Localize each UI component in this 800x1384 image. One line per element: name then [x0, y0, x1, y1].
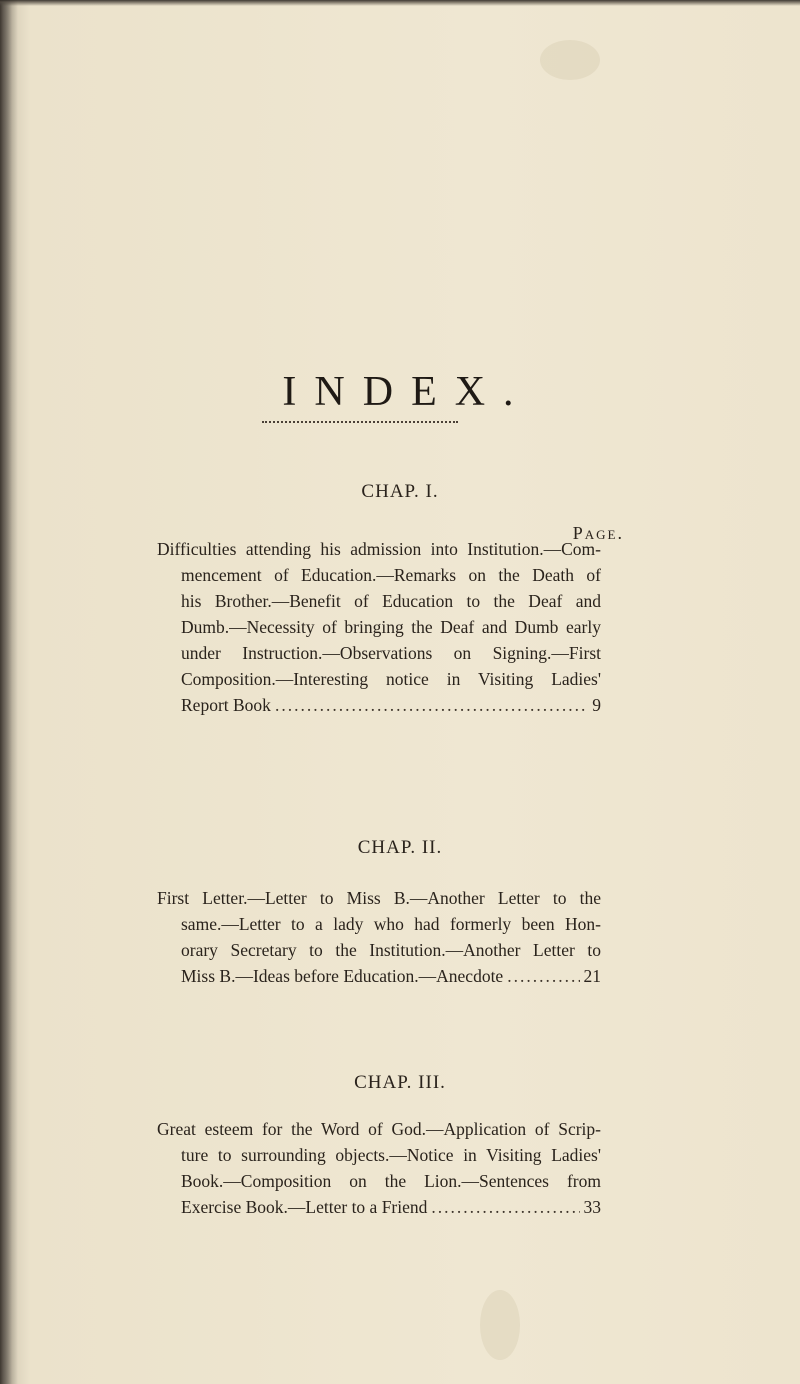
- title-dotted-rule: [262, 421, 458, 423]
- contents-last-line: [157, 692, 601, 718]
- page-top-edge: [0, 0, 800, 6]
- chapter-1-contents: [157, 536, 601, 718]
- page-number: 33: [583, 1197, 601, 1217]
- paper-stain: [540, 40, 600, 80]
- page-number: 9: [592, 695, 601, 715]
- chapter-3-contents: [157, 1116, 601, 1220]
- chapter-1-heading: CHAP. I.: [361, 481, 439, 502]
- contents-last-line: [157, 1194, 601, 1220]
- contents-line-text: Exercise Book.—Letter to a Friend: [181, 1197, 428, 1217]
- contents-last-line: [157, 963, 601, 989]
- chapter-3-heading: CHAP. III.: [354, 1072, 446, 1093]
- contents-line: Dumb.—Necessity of bringing the Deaf and Dumb early: [181, 617, 601, 637]
- contents-line-text: Miss B.—Ideas before Education.—Anecdote: [181, 966, 504, 986]
- contents-line: orary Secretary to the Institution.—Another Letter to: [181, 940, 601, 960]
- dot-leader: [431, 1194, 579, 1220]
- contents-line-text: Report Book: [181, 695, 271, 715]
- contents-line: Difficulties attending his admission into Institution.—Com-: [157, 539, 601, 559]
- index-title: INDEX.: [282, 369, 532, 415]
- contents-line: Composition.—Interesting notice in Visiting Ladies': [181, 669, 601, 689]
- dot-leader: [507, 963, 579, 989]
- paper-stain: [480, 1290, 520, 1360]
- chapter-2-heading: CHAP. II.: [357, 837, 443, 858]
- page-number: 21: [583, 966, 601, 986]
- contents-line: ture to surrounding objects.—Notice in Visiting Ladies': [181, 1145, 601, 1165]
- contents-line: First Letter.—Letter to Miss B.—Another Letter to the: [157, 888, 601, 908]
- contents-line: his Brother.—Benefit of Education to the Deaf and: [181, 591, 601, 611]
- chapter-2-contents: [157, 885, 601, 989]
- page-column-label: Page.: [572, 523, 624, 543]
- contents-line: Book.—Composition on the Lion.—Sentences from: [181, 1171, 601, 1191]
- binding-shadow: [0, 0, 18, 1384]
- contents-line: Great esteem for the Word of God.—Application of Scrip-: [157, 1119, 601, 1139]
- contents-line: mencement of Education.—Remarks on the Death of: [181, 565, 601, 585]
- contents-line: under Instruction.—Observations on Signing.—First: [181, 643, 601, 663]
- contents-line: same.—Letter to a lady who had formerly been Hon-: [181, 914, 601, 934]
- dot-leader: [275, 692, 588, 718]
